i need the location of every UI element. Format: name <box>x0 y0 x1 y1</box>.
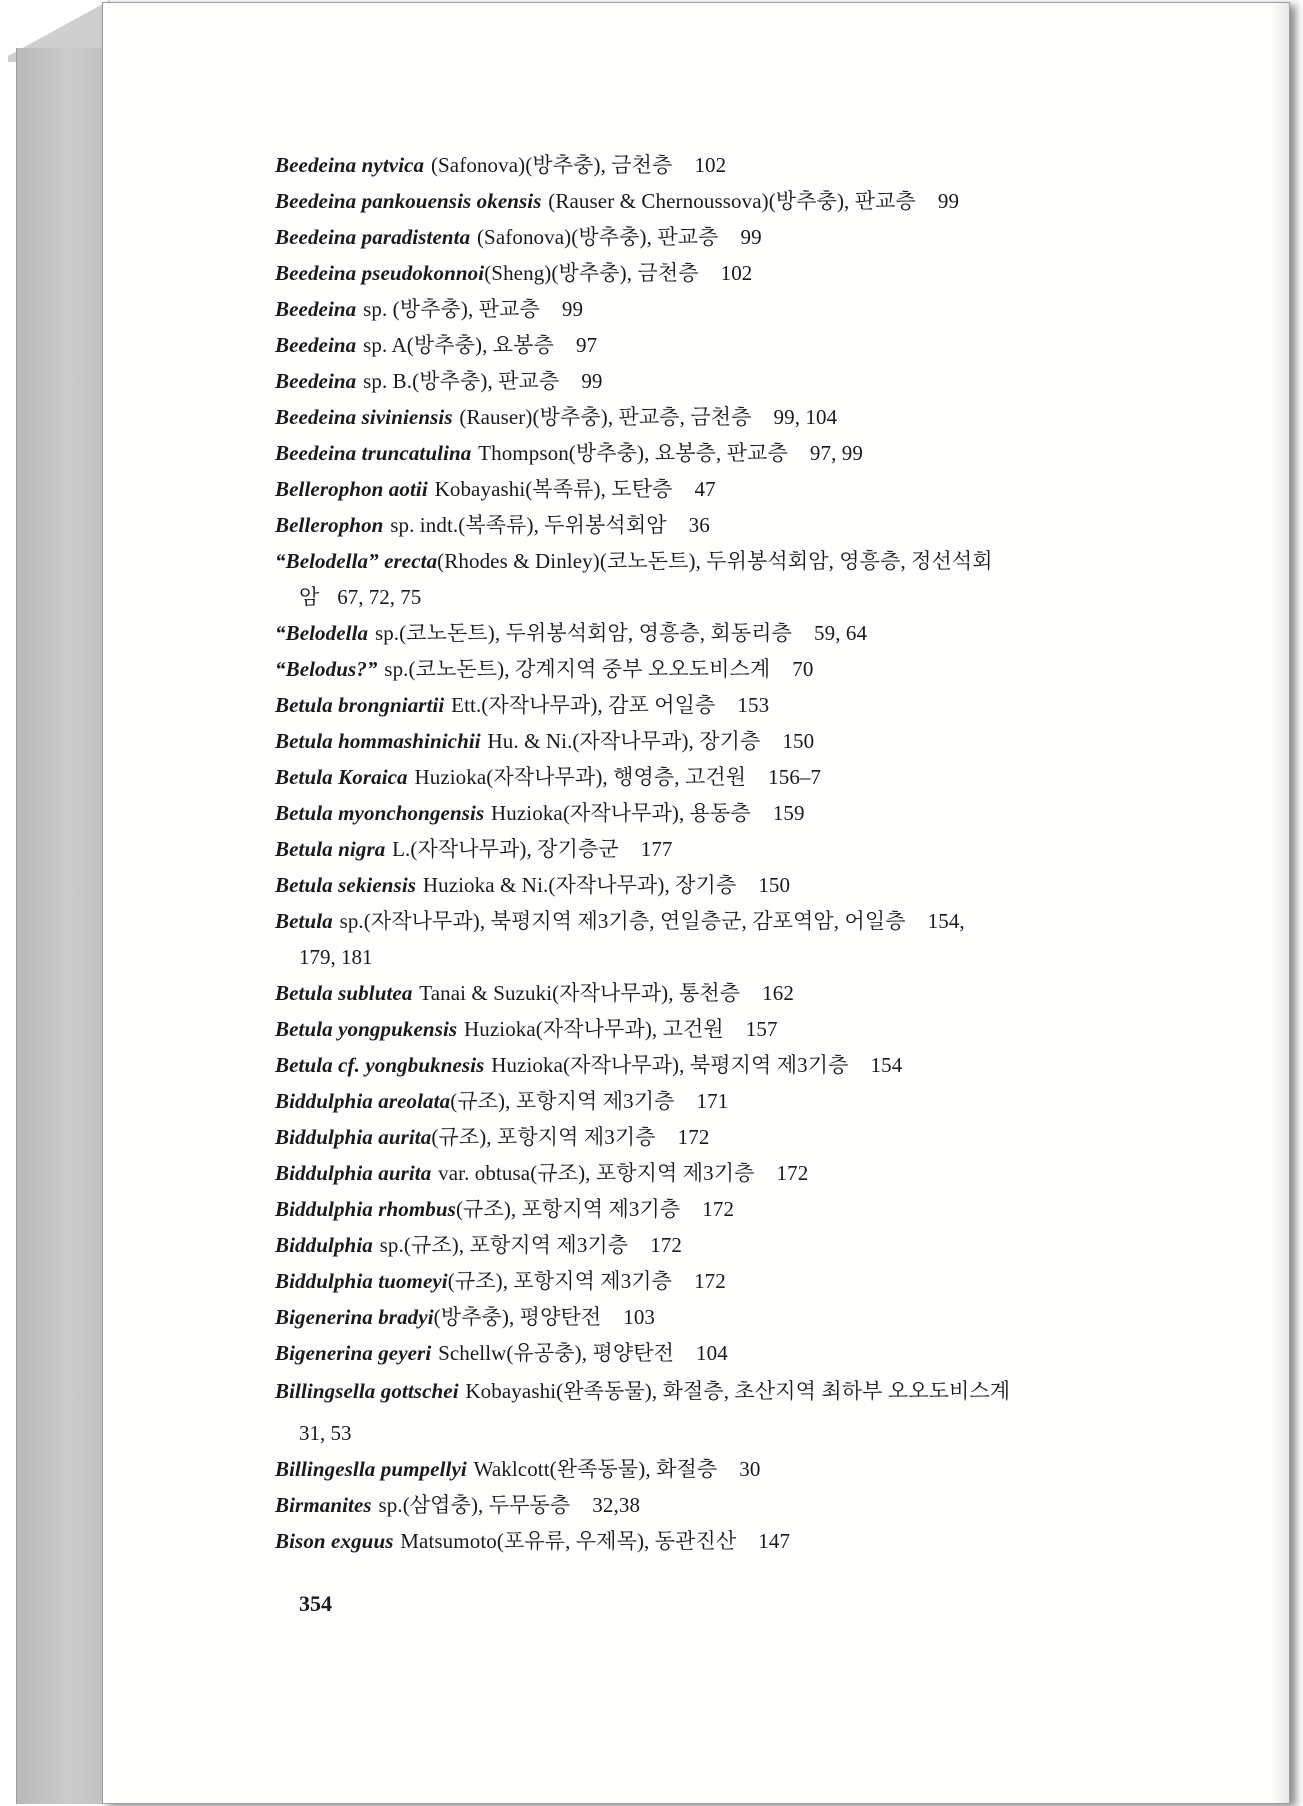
taxon-name: “Belodus?” <box>275 657 378 681</box>
index-entry <box>275 546 993 576</box>
taxon-name: Beedeina paradistenta <box>275 225 471 249</box>
entry-detail: (방추충), 평양탄전 <box>433 1305 602 1329</box>
entry-detail: (Rauser)(방추충), 판교층, 금천층 <box>459 405 752 429</box>
taxon-name: Beedeina <box>275 333 357 357</box>
entry-detail: Huzioka(자작나무과), 용동층 <box>491 801 751 825</box>
entry-detail: var. obtusa(규조), 포항지역 제3기층 <box>438 1161 755 1185</box>
taxon-name: Birmanites <box>275 1493 372 1517</box>
entry-detail: Huzioka(자작나무과), 고건원 <box>463 1017 724 1041</box>
index-entry <box>275 1454 760 1484</box>
page-refs: 171 <box>696 1089 729 1113</box>
page-refs: 150 <box>758 873 791 897</box>
continuation-text: 179, 181 <box>299 945 373 969</box>
index-entry <box>275 1526 790 1556</box>
entry-detail: (Safonova)(방추충), 판교층 <box>476 225 719 249</box>
taxon-name: Biddulphia rhombus <box>275 1197 456 1221</box>
index-entry <box>275 474 716 504</box>
taxon-name: Beedeina truncatulina <box>275 441 472 465</box>
entry-detail: (규조), 포항지역 제3기층 <box>447 1269 673 1293</box>
entry-detail: sp.(코노돈트), 두위봉석회암, 영흥층, 회동리층 <box>374 621 793 645</box>
entry-detail: Thompson(방추충), 요봉층, 판교층 <box>478 441 788 465</box>
index-entry <box>275 690 769 720</box>
entry-detail: sp.(코노돈트), 강계지역 중부 오오도비스계 <box>384 657 771 681</box>
entry-detail: L.(자작나무과), 장기층군 <box>392 837 619 861</box>
entry-detail: (Sheng)(방추충), 금천층 <box>484 261 699 285</box>
entry-continuation <box>299 1418 352 1448</box>
taxon-name: Bellerophon <box>275 513 384 537</box>
index-entry <box>275 870 790 900</box>
entry-detail: Kobayashi(완족동물), 화절층, 초산지역 최하부 오오도비스계 <box>465 1379 1011 1403</box>
entry-detail: sp. indt.(복족류), 두위봉석회암 <box>390 513 667 537</box>
book-spine <box>16 48 105 1804</box>
page-refs: 156–7 <box>768 765 822 789</box>
page-refs: 162 <box>762 981 794 1005</box>
page-number: 354 <box>299 1591 332 1616</box>
taxon-name: Biddulphia aurita <box>275 1125 432 1149</box>
entry-detail: sp.(자작나무과), 북평지역 제3기층, 연일층군, 감포역암, 어일층 <box>339 909 906 933</box>
index-entry <box>275 150 726 180</box>
page-refs: 102 <box>694 153 727 177</box>
index-entry <box>275 1266 726 1296</box>
index-entry <box>275 1338 728 1368</box>
entry-detail: Huzioka & Ni.(자작나무과), 장기층 <box>422 873 737 897</box>
entry-detail: (규조), 포항지역 제3기층 <box>431 1125 656 1149</box>
index-entry <box>275 222 762 252</box>
page-refs: 99 <box>561 297 584 321</box>
taxon-name: Beedeina pankouensis okensis <box>275 189 542 213</box>
entry-detail: sp.(규조), 포항지역 제3기층 <box>379 1233 629 1257</box>
index-entry <box>275 978 794 1008</box>
page-refs: 47 <box>694 477 716 501</box>
taxon-name: Betula <box>275 909 333 933</box>
taxon-name: Bigenerina bradyi <box>275 1305 434 1329</box>
page-refs: 172 <box>650 1233 683 1257</box>
index-entries <box>103 3 1289 1803</box>
page-refs: 36 <box>688 513 710 537</box>
index-entry <box>275 1490 640 1520</box>
page-refs: 177 <box>640 837 673 861</box>
index-entry <box>275 1376 1010 1406</box>
index-entry <box>275 654 813 684</box>
entry-detail: Huzioka(자작나무과), 북평지역 제3기층 <box>491 1053 849 1077</box>
page-refs: 99 <box>581 369 603 393</box>
page-refs: 172 <box>677 1125 710 1149</box>
index-entry <box>275 1194 734 1224</box>
book-page <box>102 2 1290 1804</box>
entry-detail: Huzioka(자작나무과), 행영층, 고건원 <box>414 765 747 789</box>
page-refs: 70 <box>792 657 814 681</box>
page-refs: 97 <box>575 333 598 357</box>
index-entry <box>275 762 821 792</box>
page-refs: 32,38 <box>592 1493 641 1517</box>
taxon-name: Betula sekiensis <box>275 873 417 897</box>
index-entry <box>275 906 965 936</box>
index-entry <box>275 330 597 360</box>
index-entry <box>275 438 863 468</box>
index-entry <box>275 1050 902 1080</box>
taxon-name: Billingeslla pumpellyi <box>275 1457 467 1481</box>
page-refs: 99, 104 <box>773 405 838 429</box>
page-refs: 153 <box>737 693 770 717</box>
index-entry <box>275 1122 709 1152</box>
page-refs: 150 <box>782 729 815 753</box>
page-refs: 154 <box>870 1053 903 1077</box>
taxon-name: Bigenerina geyeri <box>275 1341 432 1365</box>
entry-detail: sp. B.(방추충), 판교층 <box>363 369 560 393</box>
page-refs: 172 <box>776 1161 809 1185</box>
entry-detail: Tanai & Suzuki(자작나무과), 통천층 <box>419 981 741 1005</box>
page-refs: 103 <box>623 1305 656 1329</box>
entry-detail: Ett.(자작나무과), 감포 어일층 <box>451 693 716 717</box>
page-refs: 99 <box>740 225 762 249</box>
index-entry <box>275 402 837 432</box>
page-refs: 147 <box>758 1529 791 1553</box>
taxon-name: Beedeina <box>275 369 357 393</box>
entry-detail: Hu. & Ni.(자작나무과), 장기층 <box>487 729 761 753</box>
taxon-name: Biddulphia aurita <box>275 1161 432 1185</box>
entry-continuation <box>299 582 421 612</box>
page-refs: 172 <box>694 1269 726 1293</box>
taxon-name: Betula brongniartii <box>275 693 445 717</box>
taxon-name: Beedeina <box>275 297 357 321</box>
index-entry <box>275 1014 778 1044</box>
taxon-name: Biddulphia <box>275 1233 373 1257</box>
page-refs: 104 <box>696 1341 728 1365</box>
entry-detail: Matsumoto(포유류, 우제목), 동관진산 <box>400 1529 737 1553</box>
entry-detail: (Rhodes & Dinley)(코노돈트), 두위봉석회암, 영흥층, 정선석회 <box>437 549 993 573</box>
entry-detail: Schellw(유공충), 평양탄전 <box>438 1341 675 1365</box>
taxon-name: Betula cf. yongbuknesis <box>275 1053 485 1077</box>
index-entry <box>275 726 814 756</box>
entry-detail: (규조), 포항지역 제3기층 <box>455 1197 681 1221</box>
page-refs: 102 <box>720 261 753 285</box>
page-refs: 30 <box>739 1457 761 1481</box>
taxon-name: “Belodella <box>275 621 369 645</box>
entry-detail: Kobayashi(복족류), 도탄층 <box>434 477 673 501</box>
index-entry <box>275 834 673 864</box>
index-entry <box>275 798 805 828</box>
taxon-name: Bison exguus <box>275 1529 394 1553</box>
entry-detail: sp. (방추충), 판교층 <box>363 297 540 321</box>
continuation-text: 암 <box>299 585 320 609</box>
taxon-name: Beedeina pseudokonnoi <box>275 261 485 285</box>
entry-detail: sp. A(방추충), 요봉층 <box>363 333 554 357</box>
page-refs: 97, 99 <box>809 441 863 465</box>
page-refs: 67, 72, 75 <box>337 585 422 609</box>
entry-continuation <box>299 942 373 972</box>
index-entry <box>275 510 710 540</box>
entry-detail: sp.(삼엽충), 두무동층 <box>378 1493 571 1517</box>
index-entry <box>275 186 959 216</box>
taxon-name: Betula yongpukensis <box>275 1017 458 1041</box>
index-entry <box>275 618 867 648</box>
taxon-name: Bellerophon aotii <box>275 477 428 501</box>
page-refs: 157 <box>745 1017 778 1041</box>
taxon-name: Beedeina nytvica <box>275 153 425 177</box>
taxon-name: Biddulphia tuomeyi <box>275 1269 448 1293</box>
page-refs: 99 <box>937 189 960 213</box>
entry-detail: (Safonova)(방추충), 금천층 <box>430 153 673 177</box>
taxon-name: Beedeina siviniensis <box>275 405 453 429</box>
page-refs: 154, <box>927 909 965 933</box>
index-entry <box>275 1230 682 1260</box>
continuation-text: 31, 53 <box>299 1421 352 1445</box>
index-entry <box>275 1086 728 1116</box>
page-refs: 59, 64 <box>814 621 868 645</box>
taxon-name: Biddulphia areolata <box>275 1089 451 1113</box>
index-entry <box>275 294 583 324</box>
index-entry <box>275 258 752 288</box>
taxon-name: Betula sublutea <box>275 981 413 1005</box>
taxon-name: Betula Koraica <box>275 765 408 789</box>
taxon-name: Betula nigra <box>275 837 386 861</box>
entry-detail: (Rauser & Chernoussova)(방추충), 판교층 <box>548 189 916 213</box>
page-refs: 172 <box>702 1197 735 1221</box>
entry-detail: Waklcott(완족동물), 화절층 <box>473 1457 718 1481</box>
index-entry <box>275 1302 655 1332</box>
taxon-name: Betula hommashinichii <box>275 729 481 753</box>
taxon-name: Billingsella gottschei <box>275 1379 459 1403</box>
entry-detail: (규조), 포항지역 제3기층 <box>450 1089 675 1113</box>
taxon-name: Betula myonchongensis <box>275 801 485 825</box>
page-refs: 159 <box>772 801 805 825</box>
taxon-name: “Belodella” erecta <box>275 549 438 573</box>
index-entry <box>275 366 603 396</box>
index-entry <box>275 1158 808 1188</box>
